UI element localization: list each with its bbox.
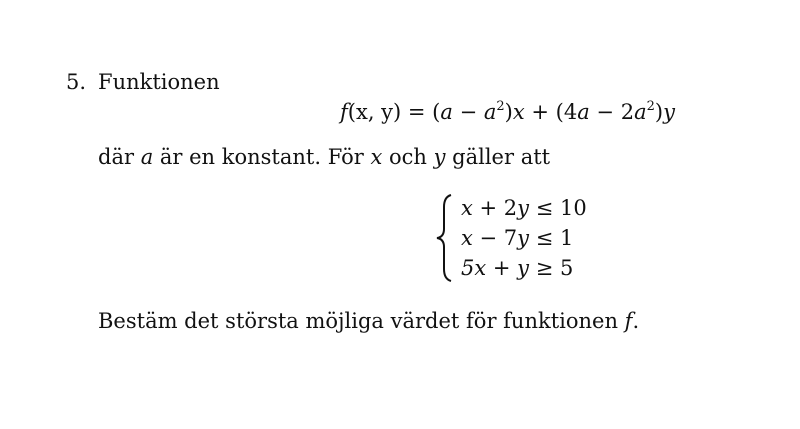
- function-name: f: [340, 100, 348, 124]
- close-paren: ): [654, 100, 664, 124]
- var-x: x: [370, 145, 383, 169]
- function-formula: [340, 100, 675, 124]
- var-y: y: [663, 100, 675, 124]
- question-text: [98, 309, 639, 333]
- left-brace-icon: [433, 193, 457, 283]
- var-a: a: [634, 100, 647, 124]
- var-y: y: [433, 145, 446, 169]
- plus-open: + (4: [524, 100, 578, 124]
- constraint-term: y: [517, 226, 530, 250]
- var-a: a: [483, 100, 497, 124]
- constraint-term: x: [461, 226, 473, 250]
- exponent: 2: [646, 99, 655, 114]
- constraint-term: 5x: [461, 256, 487, 280]
- constraint-term: x: [461, 196, 473, 220]
- intro-part: där: [98, 145, 141, 169]
- constraint-row: [461, 196, 587, 220]
- constraint-relation: ≥ 5: [529, 256, 574, 280]
- question-part: Bestäm det största möjliga värdet för funktionen: [98, 309, 625, 333]
- intro-part: gäller att: [445, 145, 551, 169]
- minus-two: − 2: [589, 100, 635, 124]
- exponent: 2: [496, 99, 505, 114]
- problem-heading: Funktionen: [98, 70, 220, 94]
- intro-text: [98, 145, 550, 169]
- constraint-term: + 2: [472, 196, 518, 220]
- equals-open: = (: [401, 100, 441, 124]
- intro-part: är en konstant. För: [153, 145, 371, 169]
- var-a: a: [440, 100, 453, 124]
- var-x: x: [512, 100, 525, 124]
- function-args: (x, y): [347, 100, 402, 124]
- constraint-term: y: [517, 196, 530, 220]
- constraint-system: [433, 193, 603, 283]
- constraint-term: +: [486, 256, 518, 280]
- constraint-relation: ≤ 10: [529, 196, 587, 220]
- constraint-relation: ≤ 1: [529, 226, 574, 250]
- function-name: f: [624, 309, 633, 333]
- intro-part: och: [382, 145, 434, 169]
- constraint-term: − 7: [472, 226, 518, 250]
- constraint-row: [461, 226, 573, 250]
- problem-number: 5.: [66, 70, 87, 94]
- var-a: a: [577, 100, 590, 124]
- constraint-row: [461, 256, 573, 280]
- constraint-term: y: [517, 256, 530, 280]
- close-paren: ): [504, 100, 513, 124]
- var-a: a: [140, 145, 154, 169]
- question-part: .: [632, 309, 640, 333]
- minus-sign: −: [452, 100, 484, 124]
